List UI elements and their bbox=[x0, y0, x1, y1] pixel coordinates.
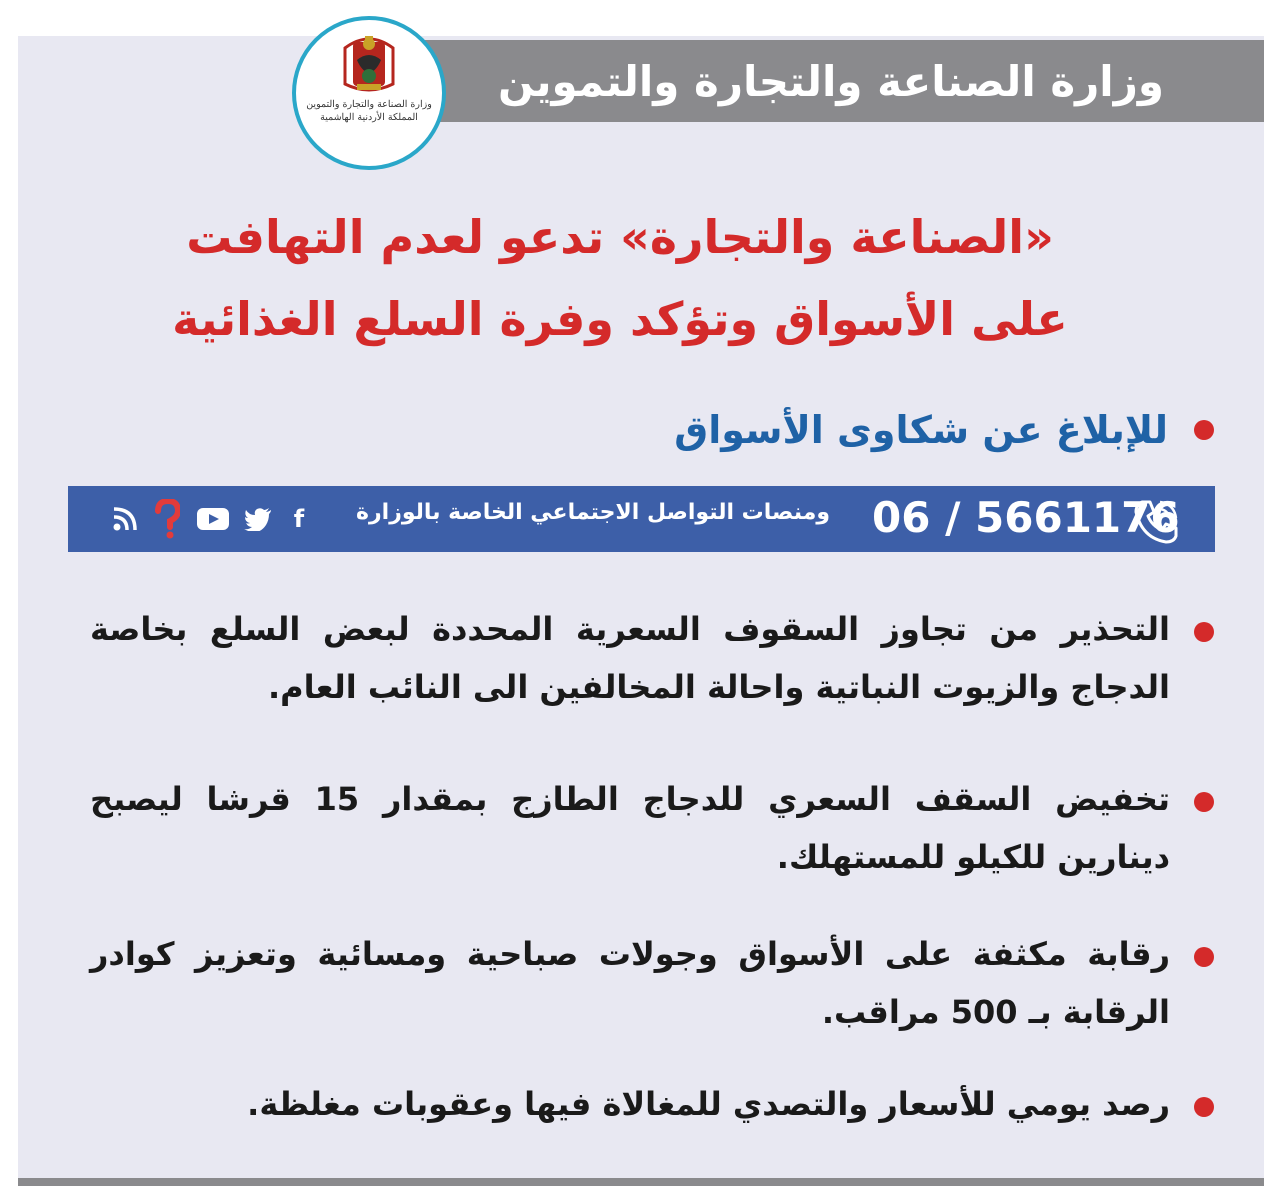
coat-of-arms-icon bbox=[339, 34, 399, 96]
bullet-icon bbox=[1194, 420, 1214, 440]
youtube-icon[interactable] bbox=[196, 506, 230, 532]
report-title: للإبلاغ عن شكاوى الأسواق bbox=[674, 408, 1168, 452]
social-icons bbox=[112, 496, 312, 542]
logo-caption-line2: المملكة الأردنية الهاشمية bbox=[320, 112, 418, 123]
phone-number[interactable]: 06 / 5661176 bbox=[872, 493, 1180, 542]
bullet-icon bbox=[1194, 1097, 1214, 1117]
social-media-label: ومنصات التواصل الاجتماعي الخاصة بالوزارة bbox=[356, 500, 830, 525]
bottom-divider bbox=[18, 1178, 1264, 1186]
headline-line1: «الصناعة والتجارة» تدعو لعدم التهافت bbox=[186, 210, 1054, 264]
rss-icon[interactable] bbox=[112, 506, 138, 532]
headline bbox=[100, 196, 1140, 360]
list-item bbox=[84, 600, 1214, 716]
list-item-text: رصد يومي للأسعار والتصدي للمغالاة فيها وعقوبات مغلظة. bbox=[247, 1085, 1170, 1123]
list-item bbox=[84, 1075, 1214, 1133]
list-item bbox=[84, 770, 1214, 886]
header-bar bbox=[400, 40, 1264, 122]
facebook-icon[interactable]: f bbox=[293, 505, 305, 533]
bullet-icon bbox=[1194, 947, 1214, 967]
twitter-icon[interactable] bbox=[244, 507, 272, 531]
ministry-logo bbox=[292, 16, 446, 170]
list-item bbox=[84, 925, 1214, 1041]
bullet-icon bbox=[1194, 622, 1214, 642]
logo-caption-line1: وزارة الصناعة والتجارة والتموين bbox=[306, 99, 432, 110]
report-heading bbox=[674, 408, 1214, 452]
headline-line2: على الأسواق وتؤكد وفرة السلع الغذائية bbox=[172, 292, 1068, 346]
list-item-text: التحذير من تجاوز السقوف السعرية المحددة لبعض السلع بخاصة الدجاج والزيوت النباتية واحالة المخالفين الى النائب العام. bbox=[90, 610, 1170, 706]
ministry-name: وزارة الصناعة والتجارة والتموين bbox=[497, 56, 1164, 106]
list-item-text: تخفيض السقف السعري للدجاج الطازج بمقدار 15 قرشا ليصبح دينارين للكيلو للمستهلك. bbox=[90, 780, 1171, 876]
list-item-text: رقابة مكثفة على الأسواق وجولات صباحية ومسائية وتعزيز كوادر الرقابة بـ 500 مراقب. bbox=[90, 935, 1170, 1031]
logo-caption bbox=[304, 98, 434, 124]
ask-icon[interactable] bbox=[152, 499, 182, 539]
bullet-icon bbox=[1194, 792, 1214, 812]
